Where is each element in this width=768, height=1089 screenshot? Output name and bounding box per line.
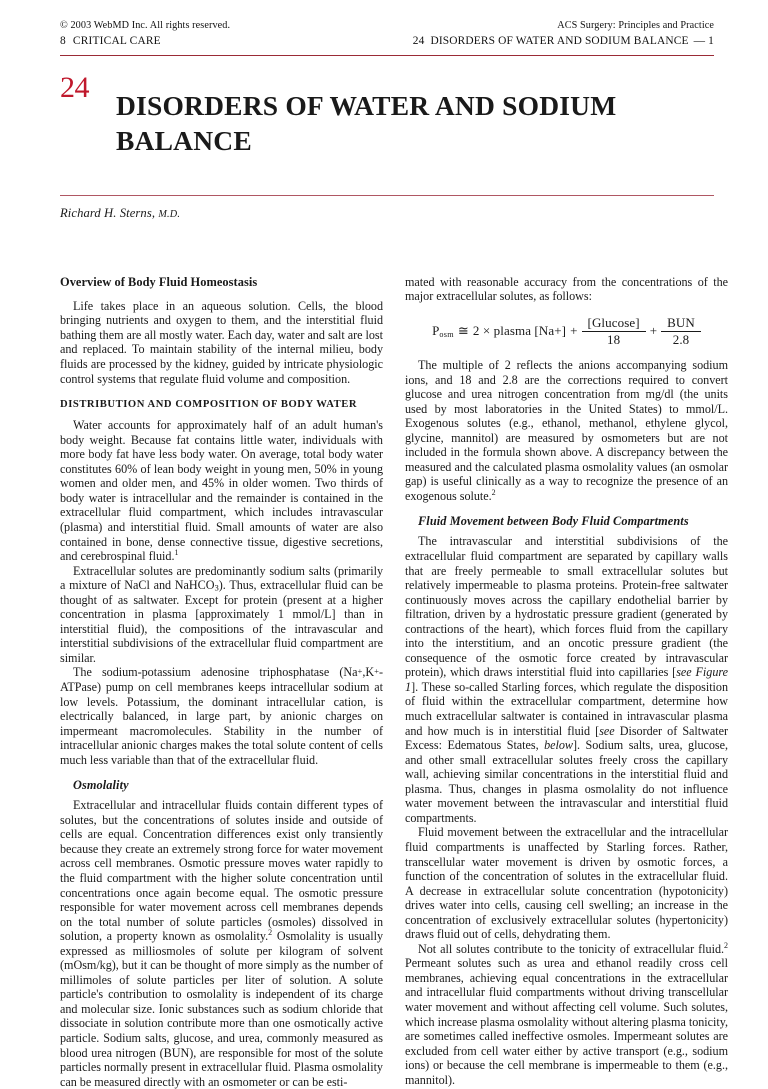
paragraph-sodium-potassium-text-mid: ,K	[362, 665, 375, 680]
equation-glucose-fraction	[585, 316, 643, 347]
running-head-row-top	[60, 18, 714, 33]
paragraph-osmolality-text-b: Osmolality is usually expressed as milliosmoles of solute per kilogram of solvent (mOsm/kg), but it can be thought of more simply as the number of millimoles of solute particles per liter of solution. A solute particle's contribution to osmolality is independent of its charge and molecular size. Ionic substances such as sodium chloride that dissociate in solution contribute more than one osmotically active particle. Sodium salts, glucose, and urea, commonly measured as blood urea nitrogen (BUN), are responsible for most of the solute particles normally present in extracellular fluid. Plasma osmolality can be measured directly with an osmometer or can be esti-	[60, 929, 384, 1089]
equation-approx-sign: ≅	[457, 323, 469, 339]
section-title: CRITICAL CARE	[72, 35, 161, 47]
paragraph-extracellular-solutes	[60, 564, 383, 666]
equation-glucose-denominator: 18	[582, 331, 646, 347]
running-chapter-number: 24	[412, 35, 425, 47]
equation-bun-denominator: 2.8	[661, 331, 701, 347]
paragraph-sodium-potassium-pump	[60, 665, 383, 767]
equation-plus-2: +	[649, 323, 658, 339]
paragraph-water-accounts-text: Water accounts for approximately half of an adult human's body weight. Because fat contains little water, individuals with more body fat have less body water. On average, total body water constitutes 60% of lean body weight in young men, 50% in young women and older men, and 45% in older women. Two thirds of body water is intracellular and the remainder is contained in the extracellular fluid compartment, which includes intravascular (plasma) and interstitial fluid. Small amounts of water are also contained in bone, dense connective tissue, digestive secretions, and cerebrospinal fluid.	[60, 418, 383, 564]
author-byline	[60, 206, 714, 221]
cross-reference-below: below	[544, 738, 574, 753]
body-columns	[60, 274, 728, 1089]
paragraph-intravascular-text-b: ]. These so-called Starling forces, which regulate the disposition of fluid within the extracellular compartment, determine how much extracellular saltwater is contained in intravascular plasma and how much is in interstitial fluid [	[405, 679, 728, 738]
running-head-row-bottom	[60, 34, 714, 49]
right-column	[405, 275, 728, 1089]
header-divider-rule	[60, 55, 714, 56]
paragraph-extracellular-solutes-text-b: ). Thus, extracellular fluid can be thought of as saltwater. Except for protein (present at a higher concentration in plasma [approximately 1 mmol/L] than in interstitial fluid), the compositions of the intravascular and interstitial subdivisions of the extracellular fluid compartment are similar.	[60, 578, 383, 665]
chapter-label	[413, 34, 714, 49]
paragraph-fluid-movement-extracellular: Fluid movement between the extracellular and the intracellular fluid compartments is unaffected by Starling forces. Rather, transcellular water movement is driven by osmotic forces, a function of the concentration of solutes in the extracellular fluid. A decrease in extracellular solute concentration (hypotonicity) drives water into cells, causing cell swelling; an increase in the concentration of exclusively extracellular solutes (hypertonicity) draws fluid out of cells, dehydrating them.	[405, 825, 728, 942]
paragraph-water-accounts	[60, 418, 383, 563]
paragraph-sodium-potassium-text-b: -ATPase) pump on cell membranes keeps intracellular sodium at low levels. Potassium, the dominant intracellular cation, is electrically balanced, in large part, by anionic charges on impermeant macromolecules. Stability in the number of intracellular anionic charges makes the total solute content of cells much less variable than that of the extracellular fluid.	[60, 665, 383, 767]
subscript-3: 3	[214, 582, 219, 593]
paragraph-multiple-of-two	[405, 358, 728, 503]
section-label	[60, 34, 161, 49]
equation-term-sodium: 2 × plasma [Na+]	[472, 323, 567, 339]
paragraph-intravascular-text-a: The intravascular and interstitial subdivisions of the extracellular fluid compartment are separated by capillary walls that are freely permeable to small extracellular solutes but relatively impermeable to plasma proteins. Protein-free saltwater continuously moves across the capillary endothelial barrier by filtration, driven by a hydrostatic pressure gradient (generated by contractions of the heart), which forces fluid from the capillary into the interstitium, and an oncotic pressure gradient (the consequence of the osmotic force created by intravascular protein), which draws interstitial fluid into capillaries [	[405, 534, 728, 680]
heading-fluid-movement-between-body-fluid-compartments: Fluid Movement between Body Fluid Compartments	[418, 514, 689, 529]
publication-title: ACS Surgery: Principles and Practice	[557, 20, 714, 31]
paragraph-extracellular-solutes-text-a: Extracellular solutes are predominantly sodium salts (primarily a mixture of NaCl and NaHCO	[60, 563, 383, 593]
equation-glucose-numerator: [Glucose]	[587, 314, 640, 330]
paragraph-osmolality-text-a: Extracellular and intracellular fluids contain different types of solutes, but the concentrations of solutes inside and outside of cells are equal. Concentration differences exist only transiently because they create an extremely strong force for water movement across cell membranes. Osmotic pressure moves water rapidly to the fluid compartment with the higher solute concentration until concentrations once again become equal. The osmotic pressure responsible for water movement across cell membranes depends on the total number of solute particles (osmoles) dissolved in solution, a property known as osmolality.	[60, 798, 383, 944]
paragraph-not-all-solutes-text-b: Permeant solutes such as urea and ethanol readily cross cell membranes, achieving equal concentrations in the extracellular and intracellular fluid compartments without driving transcellular water movement and without affecting cell volume. Such solutes, which increase plasma osmolality without altering plasma tonicity, are sometimes called ineffective osmoles. Impermeant solutes are excluded from cell water either by active transport (e.g., sodium ions) or because the cell membrane is impermeable to them (e.g., mannitol).	[405, 956, 728, 1087]
running-chapter-title: DISORDERS OF WATER AND SODIUM BALANCE	[430, 35, 689, 47]
heading-osmolality: Osmolality	[73, 778, 129, 793]
page-marker: — 1	[693, 35, 714, 47]
section-number: 8	[60, 35, 66, 47]
footnote-ref-2-right: 2	[491, 487, 496, 497]
superscript-plus-k: +	[374, 666, 379, 677]
superscript-plus-na: +	[357, 666, 363, 677]
left-column	[60, 275, 383, 1089]
author-name: Richard H. Sterns,	[60, 205, 156, 220]
paragraph-osmolality-body	[60, 798, 383, 1089]
chapter-number: 24	[60, 71, 89, 104]
footnote-ref-2: 2	[268, 928, 273, 938]
paragraph-continued-from-left-column: mated with reasonable accuracy from the concentrations of the major extracellular solutes, as follows:	[405, 274, 728, 304]
title-divider-rule	[60, 195, 714, 196]
running-head	[60, 18, 714, 56]
equation-plus-1: +	[570, 323, 578, 339]
heading-distribution-and-composition-of-body-water: DISTRIBUTION AND COMPOSITION OF BODY WATER	[60, 399, 358, 411]
paragraph-multiple-of-two-text: The multiple of 2 reflects the anions accompanying sodium ions, and 18 and 2.8 are the corrections required to convert glucose and urea nitrogen concentration from mg/dl (the units used by most laboratories in the United States) to mmol/L. Exogenous solutes (e.g., ethanol, methanol, ethylene glycol, glycine, mannitol) are measured by osmometers but are not included in the formula shown above. A discrepancy between the measured and the calculated plasma osmolality values (an osmolar gap) is useful clinically as a way to recognize the presence of an exogenous solute.	[405, 358, 728, 503]
equation-osm-subscript: osm	[439, 330, 454, 340]
footnote-ref-1: 1	[174, 548, 179, 557]
equation-bun-numerator: BUN	[667, 314, 695, 330]
paragraph-intravascular-interstitial	[405, 534, 728, 825]
paragraph-not-all-solutes-text-a: Not all solutes contribute to the tonicity of extracellular fluid.	[418, 941, 725, 956]
paragraph-intravascular-text-c: Disorder of Saltwater Excess: Edematous States,	[405, 723, 728, 753]
cross-reference-see-1: see	[599, 723, 615, 738]
equation-posm-symbol	[432, 323, 454, 339]
heading-overview-of-body-fluid-homeostasis: Overview of Body Fluid Homeostasis	[60, 274, 258, 289]
plasma-osmolality-equation	[405, 316, 728, 347]
paragraph-intravascular-text-d: ]. Sodium salts, urea, glucose, and other small extracellular solutes freely cross the capillary wall, achieving similar concentrations in the interstitial fluid and plasma. Thus, changes in plasma osmolality do not influence water movement between the intravascular and interstitial fluid compartments.	[405, 738, 728, 825]
chapter-title-block	[60, 70, 714, 177]
equation-p-letter: P	[432, 323, 440, 339]
paragraph-sodium-potassium-text-a: The sodium-potassium adenosine triphosphatase (Na	[73, 665, 358, 680]
paragraph-not-all-solutes	[405, 942, 728, 1087]
paragraph-life-takes-place: Life takes place in an aqueous solution. Cells, the blood bringing nutrients and oxygen to them, and the interstitial fluid bathing them are all mostly water. Each day, water and salt are lost and replaced. To maintain stability of the internal milieu, body fluids are processed by the kidney, guided by intricate physiologic control systems that regulate fluid volume and composition.	[60, 298, 383, 386]
equation-bun-fraction	[664, 316, 698, 347]
author-degree: M.D.	[158, 208, 181, 220]
page-title: DISORDERS OF WATER AND SODIUM BALANCE	[116, 90, 617, 157]
cross-reference-figure-1: see Figure 1	[405, 665, 728, 694]
footnote-ref-2-solutes: 2	[724, 940, 728, 950]
copyright-line: © 2003 WebMD Inc. All rights reserved.	[60, 20, 231, 31]
